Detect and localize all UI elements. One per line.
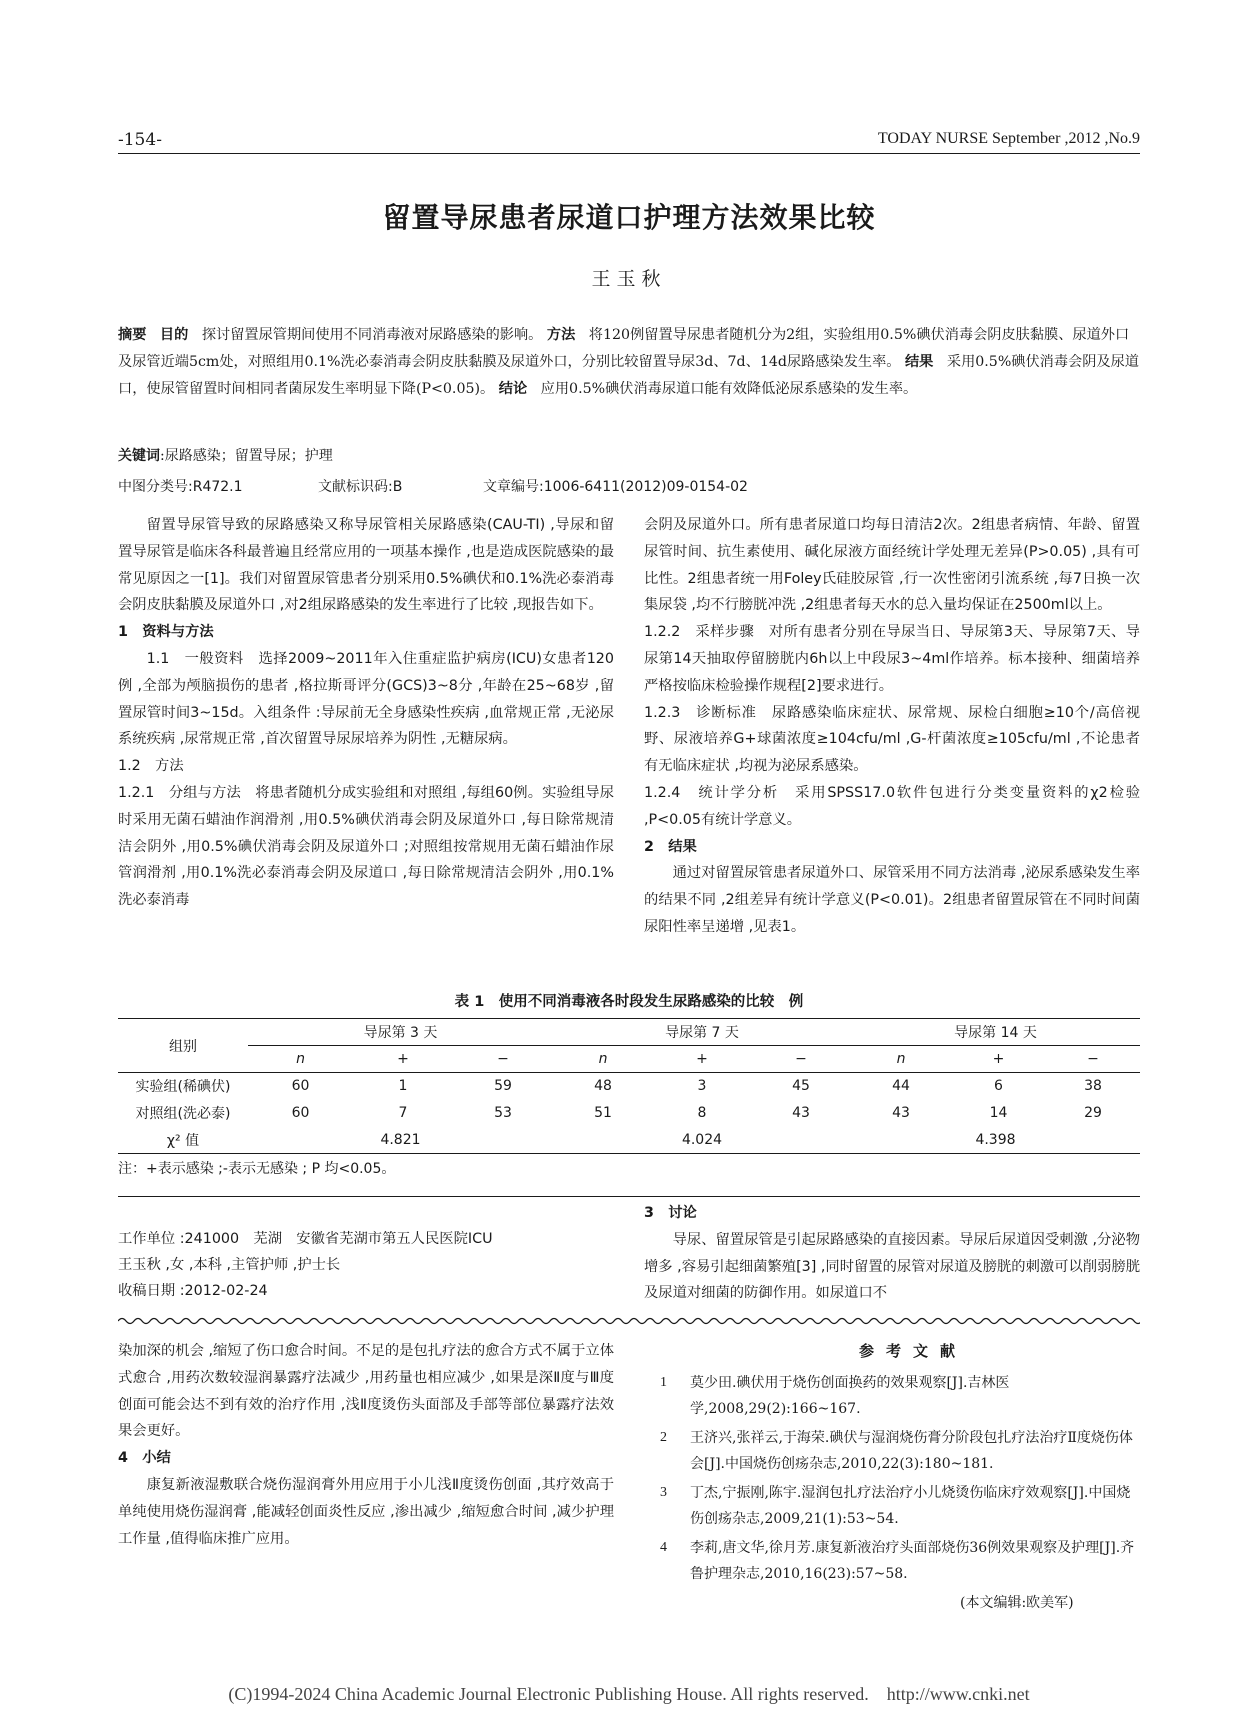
chi-day7: 4.024 bbox=[553, 1127, 851, 1154]
intro-paragraph: 留置导尿管导致的尿路感染又称导尿管相关尿路感染(CAU-TI) ,导尿和留置导尿管是临床各科最普遍且经常应用的一项基本操作 ,也是造成医院感染的最常见原因之一[1]。我们对留置尿管患者分别采用0.5%碘伏和0.1%洗必泰消毒会阴皮肤黏膜及尿道外口 ,对2组尿路感染的发生率进行了比较 ,现报告如下。 bbox=[118, 517, 614, 614]
header-rule bbox=[118, 153, 1140, 154]
subhead-n: n bbox=[248, 1046, 353, 1073]
results-table bbox=[118, 1018, 1140, 1154]
page-number: -154- bbox=[118, 130, 162, 150]
table-cell: 43 bbox=[892, 1105, 910, 1121]
table-caption: 表 1 使用不同消毒液各时段发生尿路感染的比较 例 bbox=[454, 994, 804, 1010]
table-cell: 1 bbox=[398, 1078, 408, 1095]
group-header: 组别 bbox=[118, 1019, 248, 1073]
keywords bbox=[118, 445, 1140, 465]
table-cell: 8 bbox=[697, 1105, 707, 1121]
table-cell: 38 bbox=[1084, 1078, 1102, 1095]
section-4-text: 康复新液湿敷联合烧伤湿润膏外用应用于小儿浅Ⅱ度烫伤创面 ,其疗效高于单纯使用烧伤湿润膏 ,能减轻创面炎性反应 ,渗出减少 ,缩短愈合时间 ,减少护理工作量 ,值得临床推广应用。 bbox=[118, 1476, 614, 1547]
article-number-label: 文章编号 bbox=[483, 479, 539, 495]
clc-value: :R472.1 bbox=[188, 479, 243, 495]
reference-number: 4 bbox=[660, 1540, 667, 1555]
table-cell: 44 bbox=[892, 1078, 910, 1095]
author-info bbox=[118, 1226, 493, 1304]
method-continued: 会阴及尿道外口。所有患者尿道口均每日清洁2次。2组患者病情、年龄、留置尿管时间、抗生素使用、碱化尿液方面经统计学处理无差异(P>0.05) ,具有可比性。2组患者统一用Foley氏硅胶尿管 ,行一次性密闭引流系统 ,每7日换一次集尿袋 ,均不行膀胱冲洗 ,2组患者每天水的总入量均保证在2500ml以上。 bbox=[644, 517, 1140, 614]
article-title: 留置导尿患者尿道口护理方法效果比较 bbox=[382, 201, 876, 234]
subhead-minus: − bbox=[453, 1046, 553, 1073]
table-cell: 14 bbox=[989, 1105, 1008, 1121]
table-cell: 6 bbox=[994, 1078, 1003, 1095]
chi-day3: 4.821 bbox=[248, 1127, 553, 1154]
subhead-plus: + bbox=[951, 1046, 1046, 1073]
section-1-1-text: 选择2009~2011年入住重症监护病房(ICU)女患者120例 ,全部为颅脑损伤的患者 ,格拉斯哥评分(GCS)3~8分 ,年龄在25~68岁 ,留置尿管时间3~15d。入组条件 :导尿前无全身感染性疾病 ,血常规正常 ,无泌尿系统疾病 ,尿常规正常 ,首次留置导尿尿培养为阴性 ,无糖尿病。 bbox=[118, 650, 615, 748]
continued-text: 染加深的机会 ,缩短了伤口愈合时间。不足的是包扎疗法的愈合方式不属于立体式愈合 ,用药次数较湿润暴露疗法减少 ,用药量也相应减少 ,如果是深Ⅱ度与Ⅲ度创面可能会达不到有效的治疗作用 ,浅Ⅱ度烫伤头面部及手部等部位暴露疗法效果会更好。 bbox=[118, 1343, 614, 1440]
section-1-2-2-heading: 1.2.2 采样步骤 bbox=[644, 624, 755, 641]
section-1-2-heading: 1.2 方法 bbox=[118, 758, 184, 775]
row-label: 对照组(洗必泰) bbox=[135, 1106, 231, 1122]
doc-code-value: :B bbox=[388, 479, 403, 495]
reference-item bbox=[660, 1535, 1140, 1587]
row-label: 实验组(稀碘伏) bbox=[135, 1079, 231, 1096]
section-1-heading: 1 资料与方法 bbox=[118, 624, 214, 641]
objective-text: 探讨留置尿管期间使用不同消毒液对尿路感染的影响。 bbox=[201, 327, 543, 343]
method-text: 将120例留置导尿患者随机分为2组，实验组用0.5%碘伏消毒会阴皮肤黏膜、尿道外口及尿管近端5cm处，对照组用0.1%洗必泰消毒会阴皮肤黏膜及尿道外口，分别比较留置导尿3d、7d、14d尿路感染发生率。 bbox=[118, 327, 1130, 370]
subhead-minus: − bbox=[1046, 1046, 1140, 1073]
body-left-column bbox=[118, 512, 614, 914]
chi-label: χ² 值 bbox=[118, 1127, 248, 1154]
period-day3-header: 导尿第 3 天 bbox=[248, 1019, 553, 1046]
clc-label: 中图分类号 bbox=[118, 479, 188, 495]
keywords-label: 关键词 bbox=[118, 448, 160, 464]
result-text: 采用0.5%碘伏消毒会阴及尿道口，使尿管留置时间相同者菌尿发生率明显下降(P<0.05)。 bbox=[118, 354, 1139, 397]
wavy-line bbox=[118, 1319, 1140, 1324]
table-cell: 29 bbox=[1084, 1105, 1102, 1121]
article-number-value: :1006-6411(2012)09-0154-02 bbox=[539, 479, 748, 495]
table-cell: 59 bbox=[494, 1078, 512, 1095]
section-1-2-4-heading: 1.2.4 统计学分析 bbox=[644, 784, 779, 801]
table-cell: 43 bbox=[792, 1105, 810, 1121]
objective-label: 目的 bbox=[159, 327, 189, 343]
method-label: 方法 bbox=[546, 327, 576, 343]
table-row-chi-square bbox=[118, 1127, 1140, 1154]
table-row-experimental bbox=[118, 1073, 1140, 1100]
received-date: 收稿日期 :2012-02-24 bbox=[118, 1283, 268, 1299]
reference-text: 莫少田.碘伏用于烧伤创面换药的效果观察[J].吉林医学,2008,29(2):166~167. bbox=[690, 1375, 1010, 1417]
section-4-heading: 4 小结 bbox=[118, 1450, 171, 1467]
table-row-control bbox=[118, 1100, 1140, 1127]
copyright-footer: (C)1994-2024 China Academic Journal Electronic Publishing House. All rights reserved. http://www.cnki.net bbox=[228, 1684, 1030, 1704]
table-cell: 60 bbox=[291, 1105, 310, 1121]
table-cell: 60 bbox=[291, 1078, 310, 1095]
lower-left-column bbox=[118, 1338, 614, 1552]
section-1-2-1-text: 将患者随机分成实验组和对照组 ,每组60例。实验组导尿时采用无菌石蜡油作润滑剂 ,用0.5%碘伏消毒会阴及尿道外口 ,每日除常规清洁会阴外 ,用0.5%碘伏消毒会阴及尿道外口 ;对照组按常规用无菌石蜡油作尿管润滑剂 ,用0.1%洗必泰消毒会阴及尿道口 ,每日除常规清洁会阴外 ,用0.1%洗必泰消毒 bbox=[118, 784, 614, 909]
abstract-label: 摘要 bbox=[118, 327, 147, 343]
reference-item bbox=[660, 1370, 1140, 1422]
table-note: 注：+表示感染 ;-表示无感染 ; P 均<0.05。 bbox=[118, 1161, 396, 1177]
subhead-plus: + bbox=[653, 1046, 751, 1073]
section-3-heading: 3 讨论 bbox=[644, 1205, 697, 1221]
subhead-plus: + bbox=[353, 1046, 453, 1073]
reference-number: 3 bbox=[660, 1485, 667, 1500]
section-1-2-3-heading: 1.2.3 诊断标准 bbox=[644, 704, 757, 721]
conclusion-text: 应用0.5%碘伏消毒尿道口能有效降低泌尿系感染的发生率。 bbox=[540, 381, 918, 397]
table-cell: 53 bbox=[494, 1105, 512, 1121]
wavy-separator bbox=[118, 1316, 1140, 1326]
abstract bbox=[118, 322, 1140, 403]
section-2-text: 通过对留置尿管患者尿道外口、尿管采用不同方法消毒 ,泌尿系感染发生率的结果不同 ,2组差异有统计学意义(P<0.01)。2组患者留置尿管在不同时间菌尿阳性率呈递增 ,见表1。 bbox=[644, 865, 1140, 935]
section-2-heading: 2 结果 bbox=[644, 838, 697, 855]
reference-number: 2 bbox=[660, 1430, 667, 1445]
section-1-2-1-heading: 1.2.1 分组与方法 bbox=[118, 784, 241, 801]
conclusion-label: 结论 bbox=[498, 381, 528, 397]
section-1-2-2-text: 对所有患者分别在导尿当日、导尿第3天、导尿第7天、导尿第14天抽取停留膀胱内6h以上中段尿3~4ml作培养。标本接种、细菌培养严格按临床检验操作规程[2]要求进行。 bbox=[644, 624, 1140, 694]
discussion-section bbox=[644, 1200, 1140, 1307]
reference-number: 1 bbox=[660, 1375, 667, 1390]
editor-note: (本文编辑:欧美军) bbox=[960, 1595, 1074, 1611]
table-cell: 45 bbox=[792, 1078, 810, 1095]
table-end-rule bbox=[118, 1196, 1140, 1197]
reference-item bbox=[660, 1480, 1140, 1532]
subhead-n: n bbox=[553, 1046, 653, 1073]
keywords-text: :尿路感染；留置导尿；护理 bbox=[160, 448, 333, 464]
reference-text: 丁杰,宁振刚,陈宇.湿润包扎疗法治疗小儿烧烫伤临床疗效观察[J].中国烧伤创疡杂志,2009,21(1):53~54. bbox=[690, 1485, 1131, 1527]
body-right-column bbox=[644, 512, 1140, 941]
references-list bbox=[660, 1370, 1140, 1590]
reference-text: 李莉,唐文华,徐月芳.康复新液治疗头面部烧伤36例效果观察及护理[J].齐鲁护理杂志,2010,16(23):57~58. bbox=[690, 1540, 1135, 1582]
article-author: 王玉秋 bbox=[591, 268, 667, 290]
result-label: 结果 bbox=[904, 354, 934, 370]
table-cell: 7 bbox=[398, 1105, 408, 1121]
period-day7-header: 导尿第 7 天 bbox=[553, 1019, 851, 1046]
author-bio: 王玉秋 ,女 ,本科 ,主管护师 ,护士长 bbox=[118, 1257, 341, 1273]
subhead-minus: − bbox=[751, 1046, 851, 1073]
section-1-2-4-text: 采用SPSS17.0软件包进行分类变量资料的χ2检验 ,P<0.05有统计学意义。 bbox=[644, 784, 1140, 828]
table-cell: 48 bbox=[594, 1078, 612, 1095]
subhead-n: n bbox=[851, 1046, 951, 1073]
journal-header: TODAY NURSE September ,2012 ,No.9 bbox=[877, 130, 1140, 147]
reference-text: 王济兴,张祥云,于海荣.碘伏与湿润烧伤膏分阶段包扎疗法治疗Ⅱ度烧伤体会[J].中国烧伤创疡杂志,2010,22(3):180~181. bbox=[690, 1430, 1133, 1472]
references-heading: 参考文献 bbox=[858, 1342, 967, 1360]
work-unit: 工作单位 :241000 芜湖 安徽省芜湖市第五人民医院ICU bbox=[118, 1231, 493, 1247]
period-day14-header: 导尿第 14 天 bbox=[851, 1019, 1140, 1046]
table-cell: 3 bbox=[697, 1078, 707, 1095]
section-3-text: 导尿、留置尿管是引起尿路感染的直接因素。导尿后尿道因受刺激 ,分泌物增多 ,容易引起细菌繁殖[3] ,同时留置的尿管对尿道及膀胱的刺激可以削弱膀胱及尿道对细菌的防御作用。如尿道口不 bbox=[644, 1231, 1140, 1302]
chi-day14: 4.398 bbox=[851, 1127, 1140, 1154]
classification-line bbox=[118, 476, 1140, 496]
section-1-2-3-text: 尿路感染临床症状、尿常规、尿检白细胞≥10个/高倍视野、尿液培养G+球菌浓度≥104cfu/ml ,G-杆菌浓度≥105cfu/ml ,不论患者有无临床症状 ,均视为泌尿系感染。 bbox=[644, 704, 1140, 775]
table-cell: 51 bbox=[594, 1105, 612, 1121]
reference-item bbox=[660, 1425, 1140, 1477]
doc-code-label: 文献标识码 bbox=[318, 479, 388, 495]
section-1-1-heading: 1.1 一般资料 bbox=[146, 650, 244, 667]
